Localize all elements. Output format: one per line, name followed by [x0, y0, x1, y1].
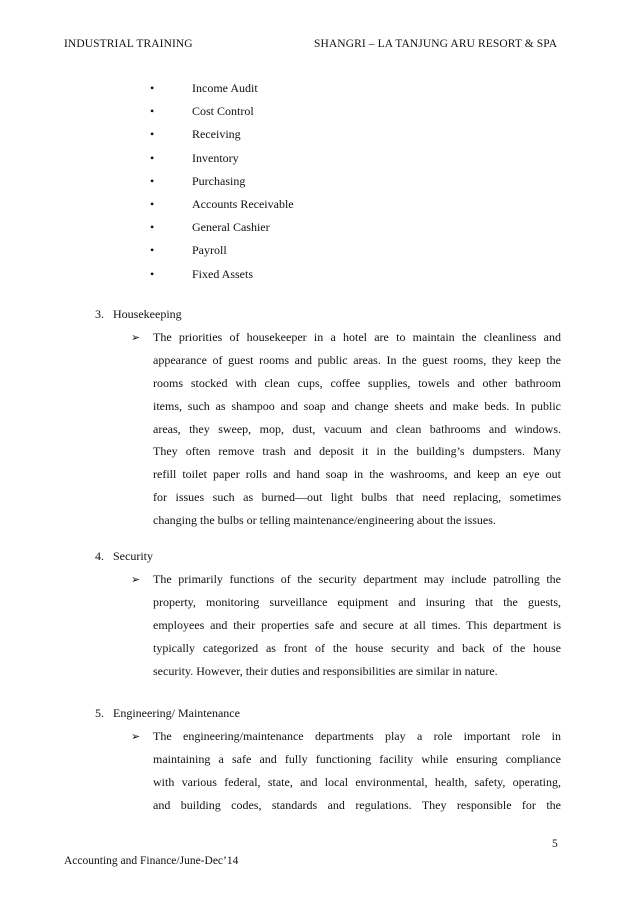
bullet-icon: • — [150, 127, 155, 142]
security-paragraph — [153, 568, 561, 682]
text-line: The engineering/maintenance departments play a role important role in — [153, 729, 561, 743]
section-number: 5. — [95, 706, 104, 720]
text-line: The priorities of housekeeper in a hotel are to maintain the cleanliness and — [153, 330, 561, 344]
bullet-icon: • — [150, 81, 155, 95]
text-line: property, monitoring surveillance equipment and insuring that the guests, — [153, 594, 561, 609]
engineering-paragraph — [153, 725, 561, 817]
running-header-left: INDUSTRIAL TRAINING — [64, 38, 193, 50]
text-line: The primarily functions of the security department may include patrolling the — [153, 572, 561, 586]
text-line: maintaining a safe and fully functioning facility while ensuring compliance — [153, 751, 561, 766]
running-header-right: SHANGRI – LA TANJUNG ARU RESORT & SPA — [314, 38, 558, 50]
list-item: • Accounts Receivable — [150, 193, 294, 216]
text-line: with various federal, state, and local environmental, health, safety, operating, — [153, 774, 561, 789]
bullet-icon: • — [150, 104, 155, 119]
section-title: Engineering/ Maintenance — [113, 706, 240, 720]
list-item: • Income Audit — [150, 77, 294, 100]
bullet-icon: • — [150, 243, 155, 258]
section-heading-security — [95, 549, 153, 564]
bullet-icon: • — [150, 150, 155, 165]
bullet-icon: • — [150, 196, 155, 211]
arrow-bullet-icon: ➢ — [131, 574, 141, 586]
arrow-bullet-icon: ➢ — [131, 332, 141, 344]
text-line: appearance of guest rooms and public areas. In the guest rooms, they keep the — [153, 352, 561, 367]
text-line: and building codes, standards and regulations. They responsible for the — [153, 797, 561, 812]
bullet-icon: • — [150, 173, 155, 188]
list-item: • Payroll — [150, 239, 294, 262]
department-bullet-list — [150, 77, 294, 286]
text-line: for issues such as burned—out light bulbs that need replacing, sometimes — [153, 490, 561, 505]
list-item: • Fixed Assets — [150, 263, 294, 286]
section-number: 3. — [95, 307, 104, 321]
text-line: refill toilet paper rolls and hand soap in the washrooms, and keep an eye out — [153, 467, 561, 482]
list-item: • General Cashier — [150, 216, 294, 239]
running-footer: Accounting and Finance/June-Dec’14 — [64, 855, 239, 867]
text-line: items, such as shampoo and soap and change sheets and make beds. In public — [153, 398, 561, 413]
bullet-icon: • — [150, 220, 155, 235]
list-item: • Purchasing — [150, 170, 294, 193]
list-item: • Cost Control — [150, 100, 294, 123]
bullet-icon: • — [150, 266, 155, 281]
text-line: areas, they sweep, mop, dust, vacuum and clean bathrooms and windows. — [153, 421, 561, 436]
section-title: Security — [113, 549, 153, 563]
section-number: 4. — [95, 549, 104, 563]
text-line: typically categorized as front of the house security and back of the house — [153, 640, 561, 655]
section-title: Housekeeping — [113, 307, 182, 321]
page-number: 5 — [552, 838, 558, 850]
section-heading-housekeeping — [95, 307, 182, 322]
text-line: They often remove trash and deposit it in the building’s dumpsters. Many — [153, 444, 561, 459]
housekeeping-paragraph — [153, 326, 561, 532]
text-line: employees and their properties safe and secure at all times. This department is — [153, 617, 561, 632]
text-line: changing the bulbs or telling maintenance/engineering about the issues. — [153, 513, 496, 528]
section-heading-engineering — [95, 706, 240, 721]
text-line: security. However, their duties and responsibilities are similar in nature. — [153, 663, 498, 678]
arrow-bullet-icon: ➢ — [131, 731, 141, 743]
text-line: rooms stocked with clean cups, coffee supplies, towels and other bathroom — [153, 375, 561, 390]
list-item: • Receiving — [150, 123, 294, 146]
list-item: • Inventory — [150, 147, 294, 170]
